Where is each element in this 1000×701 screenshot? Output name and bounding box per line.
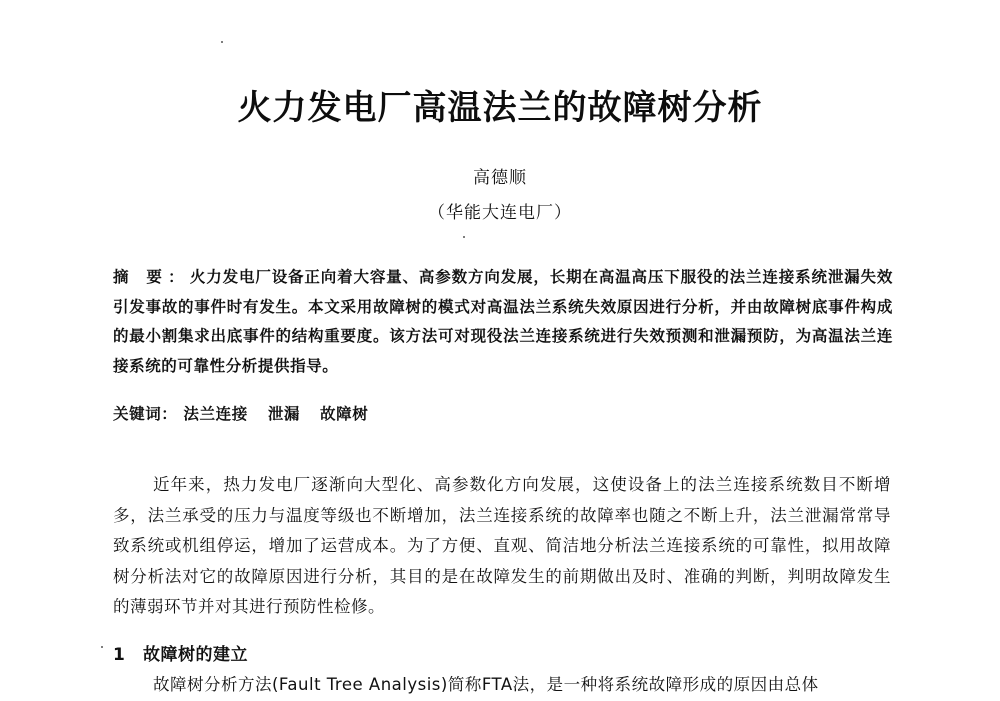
section-title: 故障树的建立 bbox=[143, 645, 248, 665]
author-affiliation: （华能大连电厂） bbox=[428, 203, 572, 223]
intro-paragraph: 近年来，热力发电厂逐渐向大型化、高参数化方向发展，这使设备上的法兰连接系统数目不断增多，法兰承受的压力与温度等级也不断增加，法兰连接系统的故障率也随之不断上升，法兰泄漏常常导致系统或机组停运，增加了运营成本。为了方便、直观、简洁地分析法兰连接系统的可靠性，拟用故障树分析法对它的故障原因进行分析，其目的是在故障发生的前期做出及时、准确的判断，判明故障发生的薄弱环节并对其进行预防性检修。 bbox=[113, 475, 891, 616]
keywords bbox=[113, 402, 893, 424]
section-heading bbox=[113, 640, 248, 665]
abstract bbox=[113, 262, 893, 380]
section-number: 1 bbox=[113, 645, 126, 665]
section-paragraph: 故障树分析方法(Fault Tree Analysis)简称FTA法，是一种将系统故障形成的原因由总体 bbox=[153, 675, 819, 694]
abstract-label: 摘 要： bbox=[113, 267, 190, 286]
keyword-item: 法兰连接 bbox=[183, 404, 248, 423]
paper-title: 火力发电厂高温法兰的故障树分析 bbox=[237, 88, 763, 128]
scan-speck bbox=[221, 41, 223, 43]
scan-speck bbox=[101, 646, 103, 648]
keyword-item: 泄漏 bbox=[267, 404, 301, 423]
scan-speck bbox=[463, 236, 465, 238]
keyword-item: 故障树 bbox=[320, 404, 369, 423]
keywords-label: 关键词： bbox=[113, 404, 178, 423]
abstract-text: 火力发电厂设备正向着大容量、高参数方向发展，长期在高温高压下服役的法兰连接系统泄漏失效引发事故的事件时有发生。本文采用故障树的模式对高温法兰系统失效原因进行分析，并由故障树底事件构成的最小割集求出底事件的结构重要度。该方法可对现役法兰连接系统进行失效预测和泄漏预防，为高温法兰连接系统的可靠性分析提供指导。 bbox=[113, 267, 893, 375]
author-name: 高德顺 bbox=[473, 168, 527, 188]
